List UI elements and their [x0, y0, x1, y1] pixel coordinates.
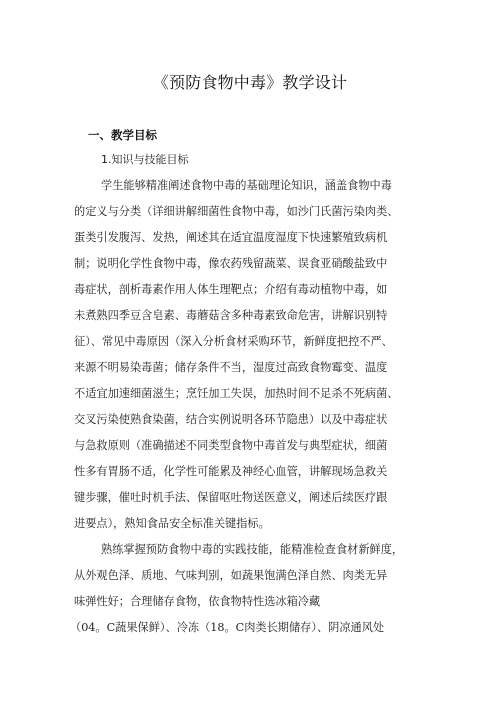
- paragraph-line: 蛋类引发腹泻、发热，阐述其在适宜温度湿度下快速繁殖致病机: [74, 231, 388, 244]
- paragraph-line: 键步骤，催吐时机手法、保留呕吐物送医意义，阐述后续医疗跟: [74, 491, 388, 504]
- sub-heading-knowledge-skills: 1.知识与技能目标: [101, 153, 189, 166]
- paragraph-line: 未煮熟四季豆含皂素、毒蘑菇含多种毒素致命危害，讲解识别特: [74, 309, 388, 322]
- paragraph-line: 与急救原则（准确描述不同类型食物中毒首发与典型症状，细菌: [74, 439, 388, 452]
- paragraph-line: 性多有胃肠不适，化学性可能累及神经心血管，讲解现场急救关: [74, 465, 388, 478]
- paragraph-line: 不适宜加速细菌滋生；烹饪加工失误，加热时间不足杀不死病菌、: [74, 387, 399, 400]
- paragraph-line: （04。C蔬果保鲜）、冷冻（18。C肉类长期储存）、阴凉通风处: [70, 621, 385, 634]
- paragraph-line: 毒症状，剖析毒素作用人体生理靶点；介绍有毒动植物中毒，如: [74, 283, 388, 296]
- paragraph-line: 制；说明化学性食物中毒，像农药残留蔬菜、误食亚硝酸盐致中: [74, 257, 388, 270]
- paragraph-line: 征）、常见中毒原因（深入分析食材采购环节，新鲜度把控不严、: [74, 335, 393, 348]
- paragraph-line: 的定义与分类（详细讲解细菌性食物中毒，如沙门氏菌污染肉类、: [74, 205, 399, 218]
- paragraph-line: 进要点），熟知食品安全标准关键指标。: [74, 517, 270, 530]
- paragraph-line: 来源不明易染毒菌；储存条件不当，湿度过高致食物霉变、温度: [74, 361, 388, 374]
- paragraph-line: 从外观色泽、质地、气味判别，如蔬果饱满色泽自然、肉类无异: [74, 569, 388, 582]
- paragraph-line: 熟练掌握预防食物中毒的实践技能，能精准检查食材新鲜度，: [101, 543, 404, 556]
- section-heading-teaching-goals: 一、教学目标: [88, 128, 157, 142]
- paragraph-line: 味弹性好；合理储存食物，依食物特性选冰箱冷藏: [74, 595, 321, 608]
- document-title: 《预防食物中毒》教学设计: [152, 73, 348, 92]
- paragraph-line: 学生能够精准阐述食物中毒的基础理论知识，涵盖食物中毒: [101, 179, 392, 192]
- paragraph-line: 交叉污染使熟食染菌，结合实例说明各环节隐患）以及中毒症状: [74, 413, 388, 426]
